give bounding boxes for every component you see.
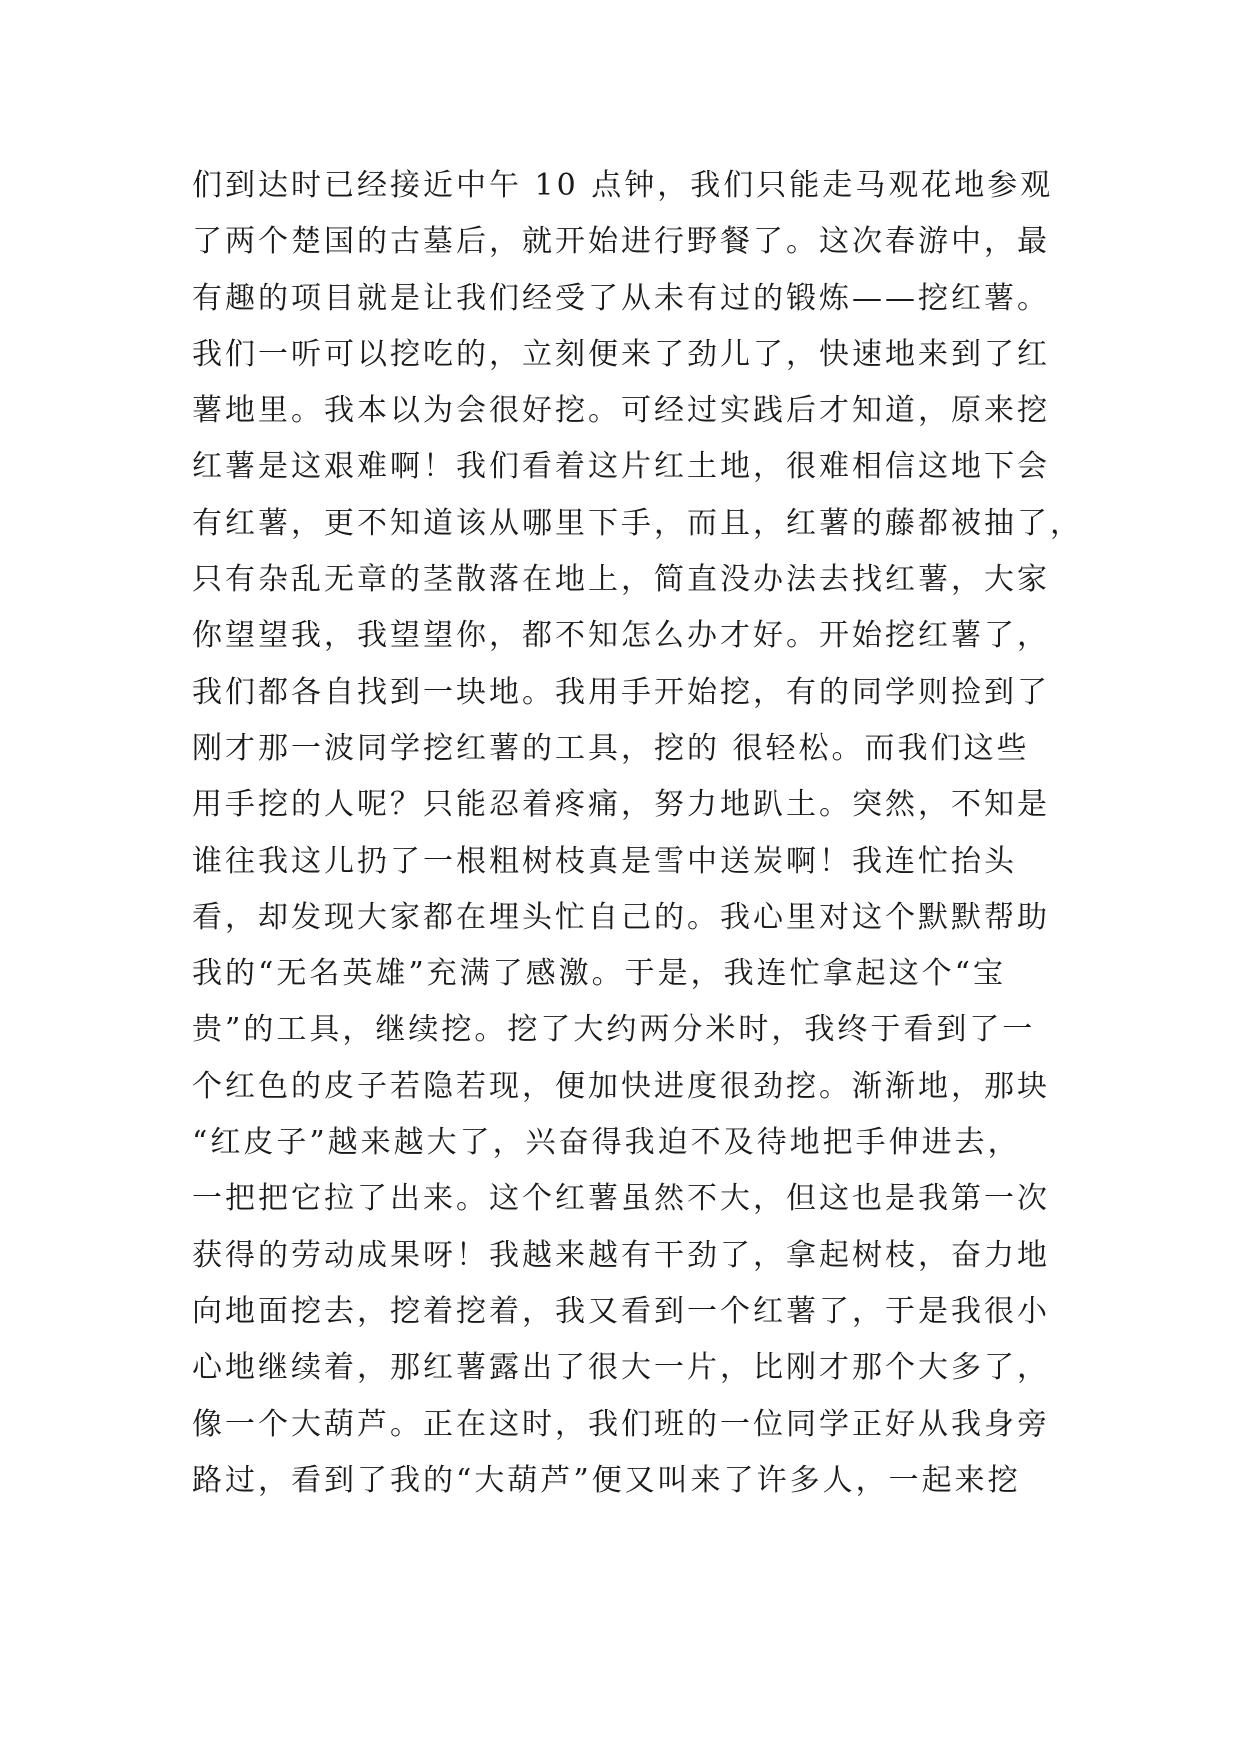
text-line: 贵”的工具，继续挖。挖了大约两分米时，我终于看到了一 bbox=[192, 1012, 1036, 1048]
text-line: 我的“无名英雄”充满了感激。于是，我连忙拿起这个“宝 bbox=[192, 956, 1007, 992]
text-line: 你望望我，我望望你，都不知怎么办才好。开始挖红薯了， bbox=[192, 618, 1050, 654]
text-line: 谁往我这儿扔了一根粗树枝真是雪中送炭啊！我连忙抬头 bbox=[192, 843, 1017, 879]
text-line: 我们都各自找到一块地。我用手开始挖，有的同学则捡到了 bbox=[192, 674, 1050, 710]
text-line: 红薯是这艰难啊！我们看着这片红土地，很难相信这地下会 bbox=[192, 449, 1050, 485]
text-line: 们到达时已经接近中午 10 点钟，我们只能走马观花地参观 bbox=[192, 168, 1054, 203]
body-text bbox=[192, 158, 1083, 1509]
text-line: 个红色的皮子若隐若现，便加快进度很劲挖。渐渐地，那块 bbox=[192, 1068, 1050, 1104]
text-line: 用手挖的人呢？只能忍着疼痛，努力地趴土。突然，不知是 bbox=[192, 787, 1050, 823]
text-line: 心地继续着，那红薯露出了很大一片，比刚才那个大多了， bbox=[192, 1350, 1050, 1386]
text-line: “红皮子”越来越大了，兴奋得我迫不及待地把手伸进去， bbox=[192, 1125, 1021, 1161]
text-line: 获得的劳动成果呀！我越来越有干劲了，拿起树枝，奋力地 bbox=[192, 1237, 1050, 1273]
text-line: 了两个楚国的古墓后，就开始进行野餐了。这次春游中，最 bbox=[192, 224, 1050, 260]
text-line: 刚才那一波同学挖红薯的工具，挖的 很轻松。而我们这些 bbox=[192, 730, 1030, 766]
text-line: 有红薯，更不知道该从哪里下手，而且，红薯的藤都被抽了， bbox=[192, 505, 1083, 541]
text-line: 只有杂乱无章的茎散落在地上，简直没办法去找红薯，大家 bbox=[192, 562, 1050, 598]
text-line: 路过，看到了我的“大葫芦”便又叫来了许多人，一起来挖 bbox=[192, 1462, 1021, 1498]
text-line: 我们一听可以挖吃的，立刻便来了劲儿了，快速地来到了红 bbox=[192, 336, 1050, 372]
text-line: 向地面挖去，挖着挖着，我又看到一个红薯了，于是我很小 bbox=[192, 1293, 1050, 1329]
text-line: 一把把它拉了出来。这个红薯虽然不大，但这也是我第一次 bbox=[192, 1181, 1050, 1217]
text-line: 有趣的项目就是让我们经受了从未有过的锻炼——挖红薯。 bbox=[192, 280, 1050, 316]
text-line: 看，却发现大家都在埋头忙自己的。我心里对这个默默帮助 bbox=[192, 899, 1050, 935]
text-line: 像一个大葫芦。正在这时，我们班的一位同学正好从我身旁 bbox=[192, 1406, 1050, 1442]
text-line: 薯地里。我本以为会很好挖。可经过实践后才知道，原来挖 bbox=[192, 393, 1050, 429]
